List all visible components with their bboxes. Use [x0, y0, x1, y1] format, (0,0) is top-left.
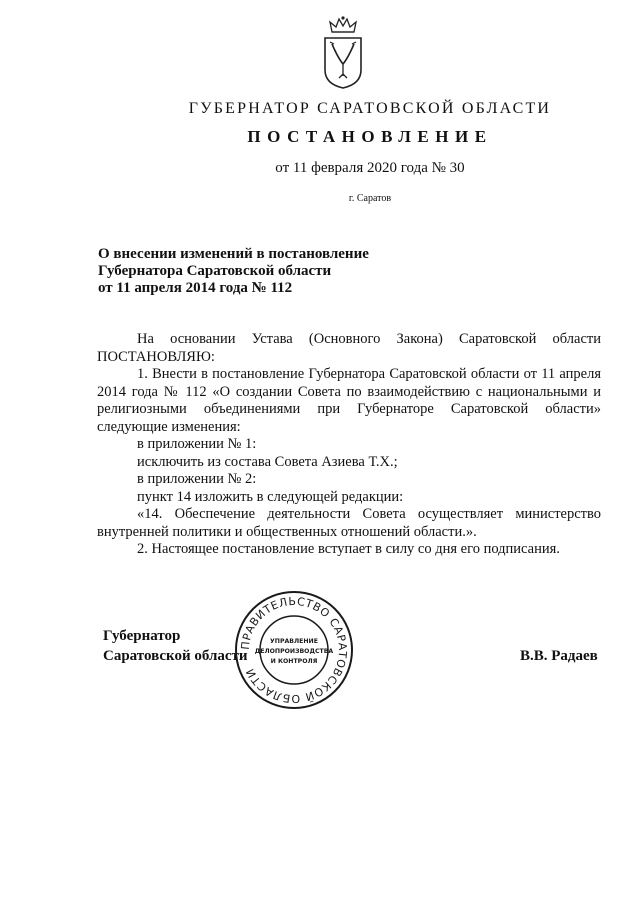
title-line: от 11 апреля 2014 года № 112 [98, 280, 293, 296]
official-stamp-icon [232, 588, 356, 712]
stamp-center-line: УПРАВЛЕНИЕ [270, 638, 318, 645]
body-paragraph: 2. Настоящее постановление вступает в силу со дня его подписания. [137, 541, 560, 557]
title-line: Губернатора Саратовской области [98, 263, 332, 279]
body-paragraph: исключить из состава Совета Азиева Т.Х.; [137, 453, 398, 470]
signatory-title-line: Губернатор [103, 628, 181, 644]
signatory-title [103, 626, 248, 666]
body-paragraph: На основании Устава (Основного Закона) Саратовской области ПОСТАНОВЛЯЮ: [97, 331, 601, 365]
body-paragraph: 1. Внести в постановление Губернатора Саратовской области от 11 апреля 2014 года № 112 «О создании Совета по взаимодействию с национальными и религиозными объединениями при Губернаторе Саратовской области» следующие изменения: [97, 366, 601, 435]
document-date-number: от 11 февраля 2020 года № 30 [275, 160, 465, 176]
signatory-title-line: Саратовской области [103, 648, 248, 664]
stamp-center-line: И КОНТРОЛЯ [270, 658, 318, 665]
document-body [97, 331, 601, 559]
document-type: ПОСТАНОВЛЕНИЕ [247, 127, 493, 146]
stamp-ring-text: ПРАВИТЕЛЬСТВО САРАТОВСКОЙ ОБЛАСТИ [238, 594, 350, 706]
body-paragraph: «14. Обеспечение деятельности Совета осуществляет министерство внутренней политики и общественных отношений области.». [97, 506, 601, 540]
body-paragraph: в приложении № 1: [137, 436, 257, 452]
stamp-center-line: ДЕЛОПРОИЗВОДСТВА [254, 648, 334, 655]
body-paragraph: в приложении № 2: [137, 471, 257, 487]
document-title [98, 246, 369, 297]
issuer-heading: ГУБЕРНАТОР САРАТОВСКОЙ ОБЛАСТИ [188, 100, 552, 117]
issue-city: г. Саратов [348, 193, 392, 204]
coat-of-arms-icon [318, 14, 368, 90]
body-paragraph: пункт 14 изложить в следующей редакции: [137, 488, 404, 505]
title-line: О внесении изменений в постановление [98, 246, 369, 262]
signatory-name: В.В. Радаев [520, 648, 598, 664]
